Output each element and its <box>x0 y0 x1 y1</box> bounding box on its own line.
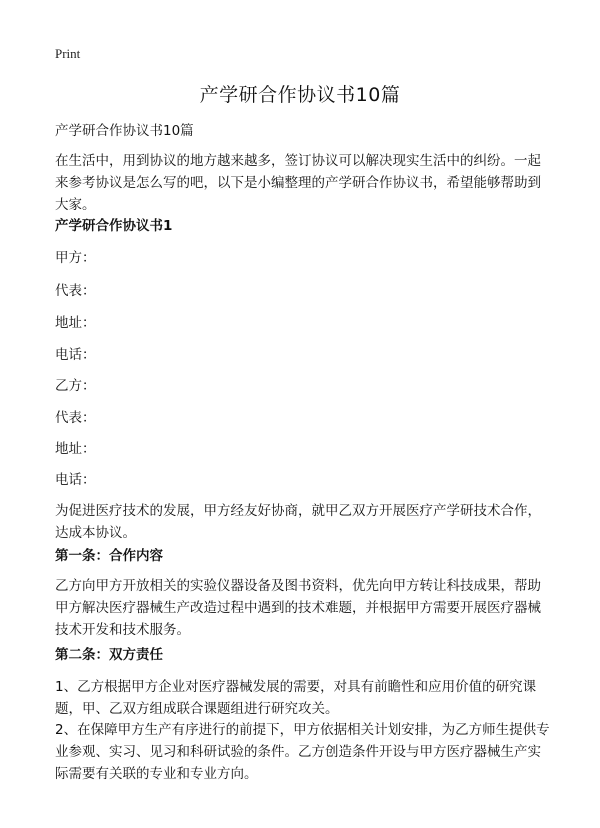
party-a-rep-label: 代表： <box>55 283 96 299</box>
print-label: Print <box>55 46 81 61</box>
party-a-phone-label: 电话： <box>55 347 96 363</box>
party-b-rep-label: 代表： <box>55 410 96 426</box>
section-heading-1: 产学研合作协议书1 <box>55 218 173 234</box>
article-2-item-1: 1、乙方根据甲方企业对医疗器械发展的需要，对具有前瞻性和应用价值的研究课题，甲、乙双方组成联合课题组进行研究攻关。 <box>55 679 537 717</box>
article-1-text: 乙方向甲方开放相关的实验仪器设备及图书资料，优先向甲方转让科技成果，帮助甲方解决医疗器械生产改造过程中遇到的技术难题，并根据甲方需要开展医疗器械技术开发和技术服务。 <box>55 578 541 638</box>
article-2-item-2: 2、在保障甲方生产有序进行的前提下，甲方依据相关计划安排，为乙方师生提供专业参观、实习、见习和科研试验的条件。乙方创造条件开设与甲方医疗器械生产实际需要有关联的专业和专业方向。 <box>55 722 550 782</box>
party-a-label: 甲方： <box>55 250 96 266</box>
intro-paragraph: 在生活中，用到协议的地方越来越多，签订协议可以解决现实生活中的纠纷。一起来参考协议是怎么写的吧，以下是小编整理的产学研合作协议书，希望能够帮助到大家。 <box>55 153 541 213</box>
party-b-label: 乙方： <box>55 378 96 394</box>
party-b-addr-label: 地址： <box>55 441 96 457</box>
article-2-heading: 第二条：双方责任 <box>55 647 163 663</box>
document-subtitle: 产学研合作协议书10篇 <box>55 123 194 139</box>
party-a-addr-label: 地址： <box>55 315 96 331</box>
article-1-heading: 第一条：合作内容 <box>55 548 163 564</box>
document-title: 产学研合作协议书10篇 <box>199 84 401 106</box>
party-b-phone-label: 电话： <box>55 472 96 488</box>
purpose-paragraph: 为促进医疗技术的发展，甲方经友好协商，就甲乙双方开展医疗产学研技术合作，达成本协议。 <box>55 503 541 541</box>
